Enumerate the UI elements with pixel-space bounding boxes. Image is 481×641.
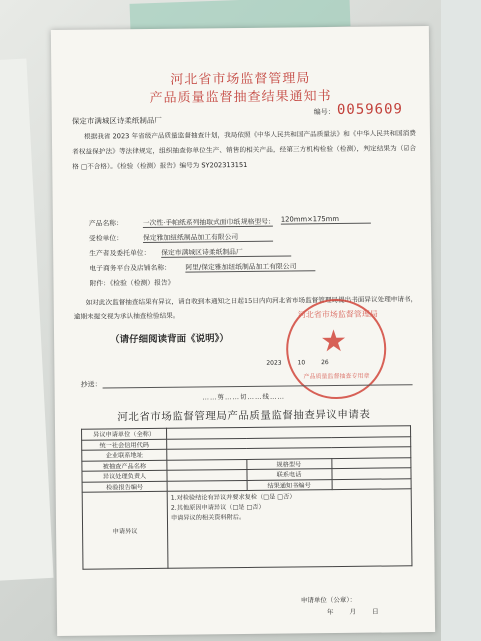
spec-label: 规格型号： <box>240 217 275 227</box>
notice-body <box>72 126 416 175</box>
background-sheet-left <box>0 59 54 582</box>
body-text: 年省级产品质量监督抽查计划，我局依照《中华人民共和国产品质量法》和《中华人民共和国消费者权益保护法》等法律规定，组织抽查你单位生产、销售的相关产品，经第三方机构检验（检测），判定结果为（☑合格 □不合格）。《检验（检测）报告》编号为 <box>72 129 417 171</box>
option-attachments: 申请异议的相关资料附后。 <box>170 513 246 522</box>
cc-label: 抄送： <box>80 380 102 389</box>
row-label-spec: 规格型号 <box>246 458 331 469</box>
apply-options <box>167 489 412 569</box>
date-day: 26 <box>321 359 329 367</box>
spec-value: 120mm×175mm <box>281 215 371 225</box>
serial-label: 编号： <box>313 108 335 117</box>
serial-number <box>314 101 403 118</box>
field-inspected-unit <box>88 232 239 243</box>
field-label: 生产者及委托单位： <box>89 248 151 258</box>
serial-value: 0059609 <box>336 101 404 119</box>
row-label-address: 企业联系地址 <box>82 449 167 460</box>
objection-note: 如对此次监督抽查结果有异议，请自收到本通知之日起15日内向河北省市场监督管理局提出书面异议处理申请书，逾期未提交视为承认抽查检验结果。 <box>73 295 418 321</box>
attachment-line: 附件：《检验（检测）报告》 <box>89 278 175 288</box>
notice-title-line2: 产品质量监督抽查结果通知书 <box>149 89 332 106</box>
signature-date: 年 月 日 <box>326 607 379 617</box>
body-intro: 根据我省 <box>83 132 111 141</box>
date-year: 2023 <box>266 359 282 367</box>
option-recheck[interactable]: 1.对检验结论有异议并要求复检（□是 □否） <box>170 493 296 502</box>
row-label-report: 检验报告编号 <box>82 481 167 492</box>
report-number: SY202313151 <box>201 160 248 170</box>
field-ecommerce <box>89 262 297 273</box>
field-producer <box>89 247 243 258</box>
cut-line: ……剪……切……线…… <box>202 392 285 402</box>
row-label-handler: 异议处理负责人 <box>82 470 167 481</box>
field-value: 保定市满城区诗柔纸制品厂 <box>161 245 291 257</box>
seal-subtext: 产品质量监督抽查专用章 <box>303 372 370 381</box>
row-label-phone: 联系电话 <box>246 469 331 480</box>
row-label-product: 被抽查产品名称 <box>82 460 167 471</box>
body-year: 2023 <box>112 132 130 141</box>
notice-document <box>51 26 435 636</box>
table-row <box>82 489 412 569</box>
background-sheet-right <box>441 0 481 641</box>
field-label: 产品名称： <box>88 219 123 228</box>
seal-text: 河北省市场监督管理局 <box>297 309 378 320</box>
field-value: 一次性·手帕纸系列抽取式面巾纸 <box>143 216 273 228</box>
notice-title-line1: 河北省市场监督管理局 <box>170 71 311 88</box>
read-instructions: （请仔细阅读背面《说明》） <box>110 333 229 346</box>
row-label-apply: 申请异议 <box>82 491 168 569</box>
row-label-applicant: 异议申请单位（全称） <box>82 428 167 439</box>
issue-date <box>266 359 342 367</box>
field-label: 电子商务平台及店铺名称： <box>89 263 171 273</box>
row-label-credit-code: 统一社会信用代码 <box>82 439 167 450</box>
field-value: 阿里/保定雅加纽纸制品加工有限公司 <box>185 260 315 272</box>
option-other[interactable]: 2.其他原因申请异议（□是 □否） <box>170 503 265 512</box>
date-month: 10 <box>297 359 306 367</box>
form-title: 河北省市场监督管理局产品质量监督抽查异议申请表 <box>117 408 371 424</box>
field-product <box>88 217 241 228</box>
field-label: 受检单位： <box>88 234 124 243</box>
objection-form-table <box>81 425 412 569</box>
applicant-signature: 申请单位（公章）： <box>300 595 357 605</box>
field-value: 保定雅加纽纸制品加工有限公司 <box>143 231 273 243</box>
addressee: 保定市满城区诗柔纸制品厂 <box>71 115 162 126</box>
star-icon: ★ <box>319 323 348 360</box>
row-label-notice-no: 结果通知书编号 <box>247 479 332 490</box>
